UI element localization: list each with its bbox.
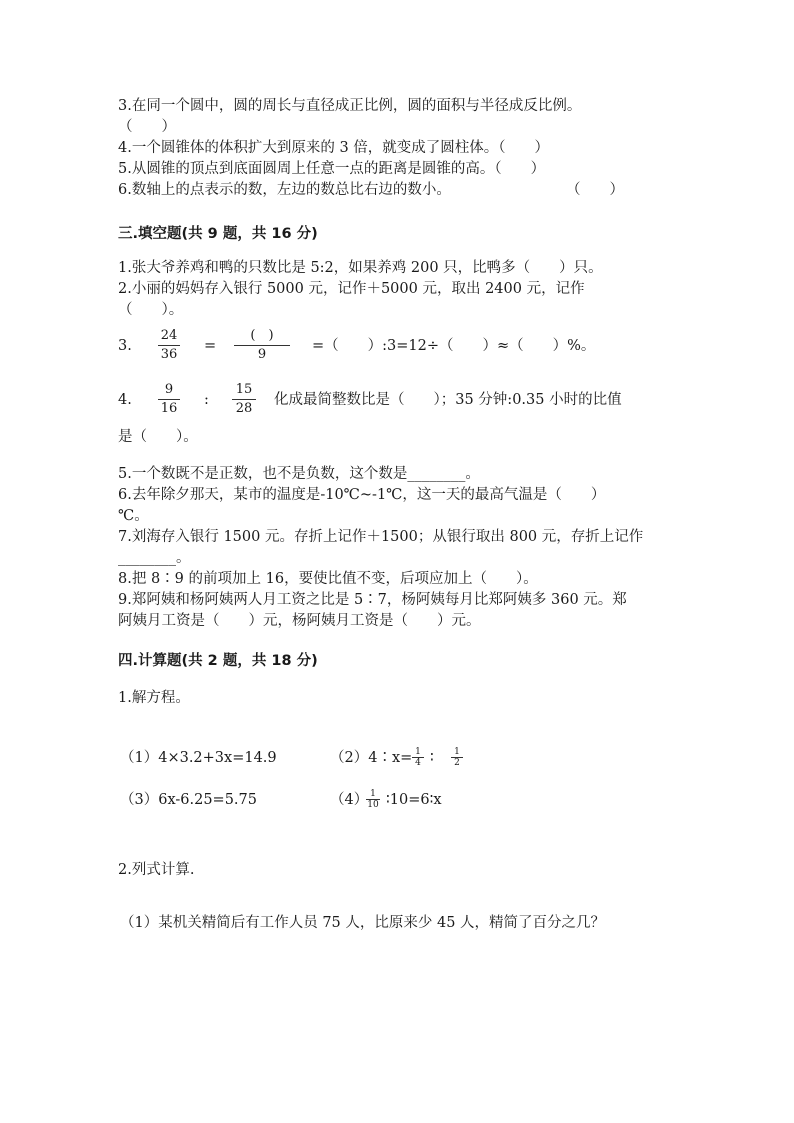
equation-4-rest: ∶10=6∶x — [386, 792, 442, 808]
judge-q4: 4.一个圆锥体的体积扩大到原来的 3 倍，就变成了圆柱体。（ ） — [118, 140, 550, 156]
equation-2-fraction-1 — [412, 747, 424, 768]
fill-q9-line1: 9.郑阿姨和杨阿姨两人月工资之比是 5∶7，杨阿姨每月比郑阿姨多 360 元。郑 — [118, 592, 627, 608]
fraction-bar — [158, 345, 180, 346]
fill-q4-fraction-2 — [232, 382, 256, 417]
equation-3: （3）6x-6.25=5.75 — [120, 792, 257, 808]
fill-q7-line2: ________。 — [118, 550, 191, 566]
fraction-bar — [234, 345, 290, 346]
judge-q6-answer: （ ） — [566, 182, 624, 198]
judge-q3-answer: （ ） — [118, 119, 176, 135]
equation-2-colon: ∶ — [430, 750, 434, 766]
fill-q3-equals: = — [204, 338, 217, 354]
fill-q6-line2: ℃。 — [118, 508, 149, 524]
fill-q3-fraction-2 — [234, 328, 290, 363]
calc-problem-1: （1）某机关精简后有工作人员 75 人，比原来少 45 人，精简了百分之几？ — [120, 915, 606, 931]
equation-2-fraction-2 — [451, 747, 463, 768]
fill-q4-line2: 是（ ）。 — [118, 429, 198, 445]
fraction-bar — [232, 399, 256, 400]
equation-4-prefix: （4） — [330, 792, 369, 808]
fill-q4-rest: 化成最简整数比是（ ）；35 分钟:0.35 小时的比值 — [274, 392, 622, 408]
fraction-bar — [158, 399, 180, 400]
fill-q3-number: 3. — [118, 338, 132, 354]
calc-sub1: 1.解方程。 — [118, 690, 190, 706]
fraction-numerator: 1 — [454, 747, 460, 757]
fraction-numerator: 1 — [370, 789, 376, 799]
judge-q3: 3.在同一个圆中，圆的周长与直径成正比例，圆的面积与半径成反比例。 — [118, 98, 582, 114]
fraction-denominator: 10 — [367, 800, 379, 810]
judge-q5: 5.从圆锥的顶点到底面圆周上任意一点的距离是圆锥的高。（ ） — [118, 161, 546, 177]
fill-q2-line1: 2.小丽的妈妈存入银行 5000 元，记作＋5000 元，取出 2400 元，记作 — [118, 281, 585, 297]
fill-heading: 三.填空题(共 9 题，共 16 分) — [118, 226, 318, 242]
fill-q4-colon: : — [204, 392, 209, 408]
fraction-denominator: 28 — [235, 401, 253, 416]
fraction-denominator: 9 — [257, 347, 267, 362]
equation-1: （1）4×3.2+3x=14.9 — [120, 750, 277, 766]
fill-q3-fraction-1 — [158, 328, 180, 363]
fill-q9-line2: 阿姨月工资是（ ）元，杨阿姨月工资是（ ）元。 — [118, 613, 481, 629]
calc-sub2: 2.列式计算. — [118, 862, 195, 878]
fraction-numerator: 15 — [235, 382, 253, 397]
fill-q7-line1: 7.刘海存入银行 1500 元。存折上记作＋1500；从银行取出 800 元，存折上记作 — [118, 529, 644, 545]
fraction-denominator: 36 — [160, 347, 178, 362]
fraction-numerator: 24 — [160, 328, 178, 343]
fraction-denominator: 4 — [415, 758, 421, 768]
fill-q8: 8.把 8∶9 的前项加上 16，要使比值不变，后项应加上（ ）。 — [118, 571, 538, 587]
equation-4-fraction — [366, 789, 380, 810]
fill-q2-line2: （ ）。 — [118, 302, 184, 318]
fill-q3-rest: =（ ）:3=12÷（ ）≈（ ）%。 — [312, 338, 596, 354]
calc-heading: 四.计算题(共 2 题，共 18 分) — [118, 653, 318, 669]
fraction-numerator: 1 — [415, 747, 421, 757]
fill-q1: 1.张大爷养鸡和鸭的只数比是 5:2，如果养鸡 200 只，比鸭多（ ）只。 — [118, 260, 603, 276]
fraction-denominator: 2 — [454, 758, 460, 768]
equation-2-prefix: （2）4∶x= — [330, 750, 413, 766]
fraction-numerator: ( ) — [250, 328, 274, 343]
fill-q4-fraction-1 — [158, 382, 180, 417]
fill-q6-line1: 6.去年除夕那天，某市的温度是-10℃~-1℃，这一天的最高气温是（ ） — [118, 487, 606, 503]
fill-q5: 5.一个数既不是正数，也不是负数，这个数是________。 — [118, 466, 480, 482]
fraction-denominator: 16 — [160, 401, 178, 416]
fill-q4-number: 4. — [118, 392, 132, 408]
fraction-numerator: 9 — [164, 382, 174, 397]
judge-q6: 6.数轴上的点表示的数，左边的数总比右边的数小。 — [118, 182, 451, 198]
